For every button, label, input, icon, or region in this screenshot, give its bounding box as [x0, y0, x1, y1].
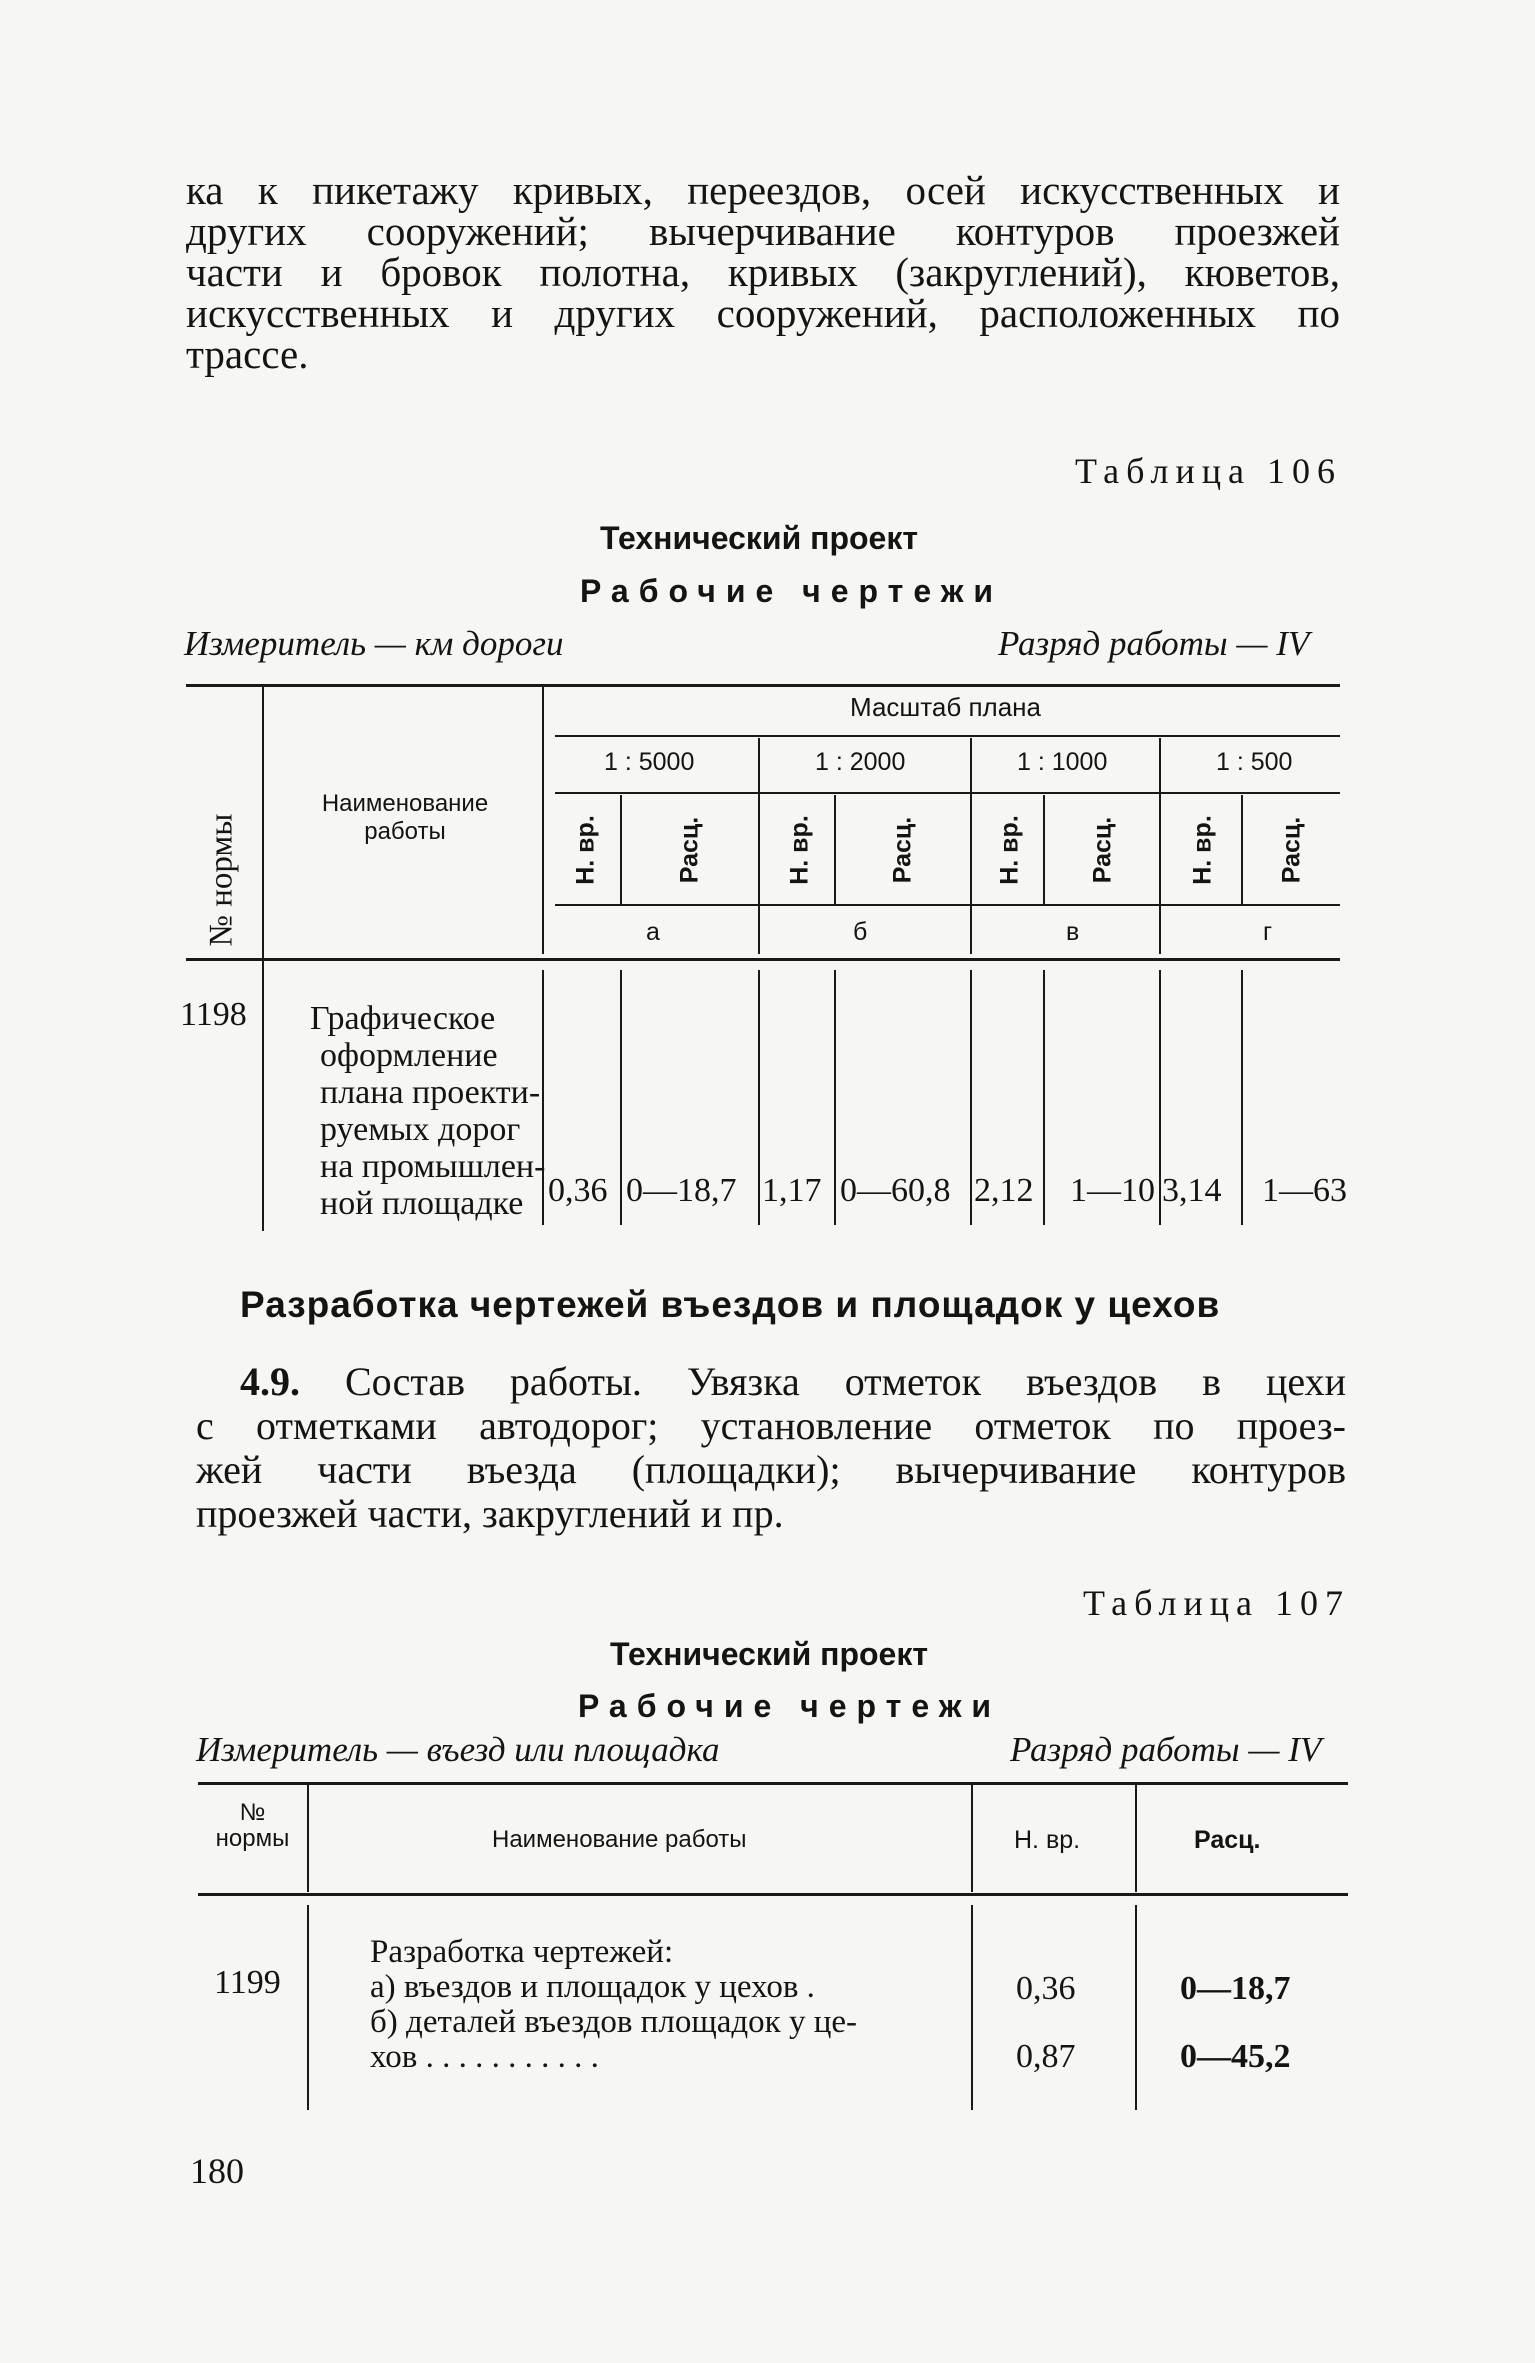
- value-rasc-v: 1—10: [1070, 1172, 1155, 1209]
- value-hvr-b: 1,17: [762, 1172, 822, 1209]
- column-letter-g: г: [1263, 918, 1273, 946]
- column-header-rasc: Расц.: [1194, 1826, 1261, 1854]
- column-header-hvr: Н. вр.: [1014, 1826, 1081, 1854]
- column-header-work-name: Наименование работы: [321, 790, 489, 845]
- header-hvr-a: Н. вр.: [571, 815, 600, 885]
- value-rasc-b: 0—60,8: [840, 1172, 951, 1209]
- value-rasc-a: 0—18,7: [626, 1172, 737, 1209]
- table106-grade: Разряд работы — IV: [998, 624, 1310, 663]
- hvr-value-a: 0,36: [1016, 1970, 1076, 2007]
- header-hvr-g: Н. вр.: [1188, 815, 1217, 885]
- table107-grade: Разряд работы — IV: [1010, 1730, 1322, 1769]
- value-rasc-g: 1—63: [1262, 1172, 1347, 1209]
- value-hvr-v: 2,12: [974, 1172, 1034, 1209]
- scale-1-500: 1 : 500: [1216, 748, 1293, 776]
- table106-unit: Измеритель — км дороги: [184, 624, 564, 663]
- paragraph-number: 4.9.: [240, 1359, 300, 1404]
- table106-title-project: Технический проект: [600, 520, 919, 556]
- intro-line: других сооружений; вычерчивание контуров проезжей: [186, 208, 1340, 254]
- rasc-value-b: 0—45,2: [1180, 2038, 1291, 2075]
- intro-line: искусственных и других сооружений, расположенных по: [186, 290, 1340, 336]
- header-rasc-b: Расц.: [888, 816, 917, 884]
- table107-unit: Измеритель — въезд или площадка: [196, 1730, 720, 1769]
- scale-1-2000: 1 : 2000: [815, 748, 906, 776]
- column-header-work-name: Наименование работы: [492, 1826, 747, 1853]
- header-rasc-v: Расц.: [1088, 816, 1117, 884]
- scale-1-5000: 1 : 5000: [604, 748, 695, 776]
- column-header-norm-number: № нормы: [203, 813, 240, 947]
- header-hvr-b: Н. вр.: [785, 815, 814, 885]
- table107-title-drawings: Рабочие чертежи: [578, 1688, 1002, 1724]
- intro-line: ка к пикетажу кривых, переездов, осей искусственных и: [186, 167, 1340, 213]
- intro-line: трассе.: [186, 331, 309, 377]
- header-rasc-g: Расц.: [1277, 816, 1306, 884]
- norm-number: 1198: [180, 996, 247, 1033]
- table107-title-project: Технический проект: [610, 1636, 929, 1672]
- column-letter-a: а: [646, 918, 660, 946]
- header-rasc-a: Расц.: [675, 816, 704, 884]
- paragraph-line: с отметками автодорог; установление отметок по проез-: [196, 1403, 1346, 1448]
- section-heading: Разработка чертежей въездов и площадок у цехов: [240, 1284, 1221, 1325]
- column-header-norm-number: № нормы: [215, 1799, 290, 1852]
- table106-caption: Таблица 106: [1075, 451, 1342, 491]
- scale-header: Масштаб плана: [850, 692, 1041, 722]
- value-hvr-a: 0,36: [548, 1172, 608, 1209]
- header-hvr-v: Н. вр.: [995, 815, 1024, 885]
- norm-number: 1199: [214, 1964, 281, 2001]
- work-name: Графическое оформление плана проекти- руемых дорог на промышлен- ной площадке: [310, 1000, 546, 1222]
- column-letter-v: в: [1066, 918, 1080, 946]
- table107-caption: Таблица 107: [1083, 1583, 1350, 1623]
- hvr-value-b: 0,87: [1016, 2038, 1076, 2075]
- paragraph-line: проезжей части, закруглений и пр.: [196, 1491, 784, 1536]
- scale-1-1000: 1 : 1000: [1017, 748, 1108, 776]
- intro-line: части и бровок полотна, кривых (закруглений), кюветов,: [186, 249, 1340, 295]
- table106-title-drawings: Рабочие чертежи: [580, 573, 1004, 609]
- page-number: 180: [190, 2151, 244, 2191]
- column-letter-b: б: [853, 918, 868, 946]
- paragraph-line: жей части въезда (площадки); вычерчивание контуров: [196, 1447, 1346, 1492]
- rasc-value-a: 0—18,7: [1180, 1970, 1291, 2007]
- paragraph-4-9: 4.9. Состав работы. Увязка отметок въездов в цехи с отметками автодорог; установление отметок по проез- жей части въезда (площадки); вычерчивание контуров проезжей части, закруглений и пр.: [196, 1359, 1347, 1536]
- work-name: Разработка чертежей: а) въездов и площадок у цехов . б) деталей въездов площадок у це- хов . . . . . . . . . . .: [370, 1934, 857, 2075]
- value-hvr-g: 3,14: [1162, 1172, 1222, 1209]
- intro-paragraph: [186, 167, 1340, 377]
